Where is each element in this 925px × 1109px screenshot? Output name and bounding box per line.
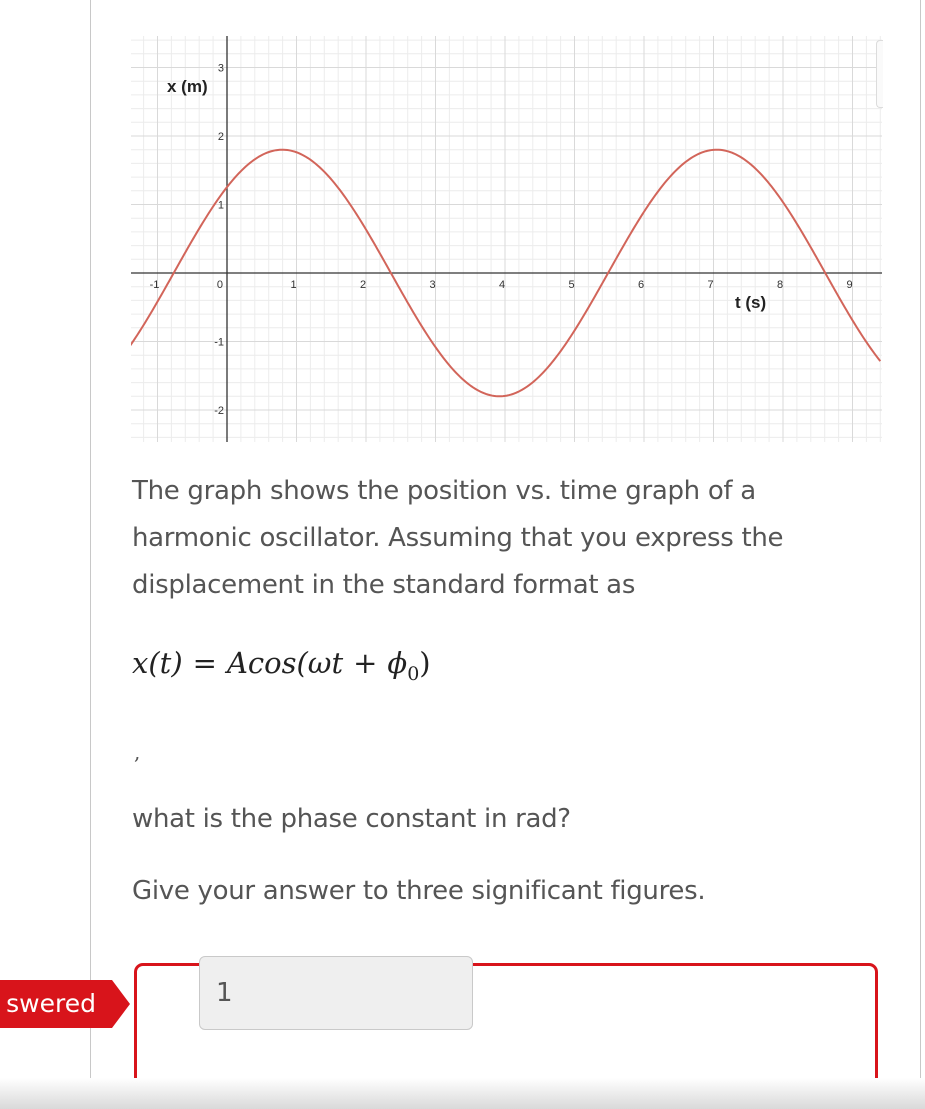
position-time-graph [131, 36, 882, 442]
graph-side-tab[interactable] [876, 40, 883, 108]
y-tick-label: 2 [217, 131, 224, 143]
x-tick-label: 5 [568, 279, 575, 291]
displacement-equation [132, 646, 431, 685]
x-tick-label: 1 [290, 279, 297, 291]
y-tick-label: 1 [217, 199, 224, 212]
eq-sub: 0 [407, 662, 420, 685]
status-badge [0, 980, 112, 1028]
eq-close: ) [419, 646, 431, 680]
x-tick-label: 7 [707, 279, 714, 291]
x-axis-label: t (s) [735, 293, 767, 312]
bottom-shadow [0, 1078, 925, 1109]
y-tick-label: -2 [214, 405, 224, 417]
x-tick-label: 3 [429, 279, 436, 291]
eq-rhs-a: Acos( [226, 646, 308, 680]
left-border [90, 0, 91, 1109]
equation-comma: , [134, 740, 141, 764]
eq-plus: + [353, 646, 378, 680]
answer-input[interactable] [199, 956, 473, 1030]
graph-svg [131, 36, 882, 442]
eq-equals: = [192, 646, 217, 680]
x-tick-label: 6 [637, 279, 645, 291]
x-tick-label: 0 [216, 279, 223, 291]
eq-phi: ϕ [387, 646, 408, 680]
question-prompt: what is the phase constant in rad? [132, 804, 571, 834]
x-tick-label: -1 [149, 279, 160, 291]
answer-container [134, 963, 878, 1093]
right-border [920, 0, 921, 1109]
question-intro: The graph shows the position vs. time graph of a harmonic oscillator. Assuming that you express the displacement in the standard format as [132, 476, 784, 600]
x-tick-label: 2 [359, 279, 367, 291]
eq-rhs-b: ωt [307, 646, 344, 680]
y-axis-label: x (m) [167, 77, 208, 96]
status-label: swered [6, 989, 96, 1018]
y-tick-label: -1 [214, 336, 224, 349]
x-tick-label: 4 [498, 279, 506, 291]
eq-lhs: x(t) [132, 646, 183, 680]
question-instruction: Give your answer to three significant figures. [132, 876, 706, 906]
x-tick-label: 8 [776, 279, 784, 291]
x-tick-label: 9 [846, 279, 853, 291]
y-tick-label: 3 [217, 62, 224, 75]
